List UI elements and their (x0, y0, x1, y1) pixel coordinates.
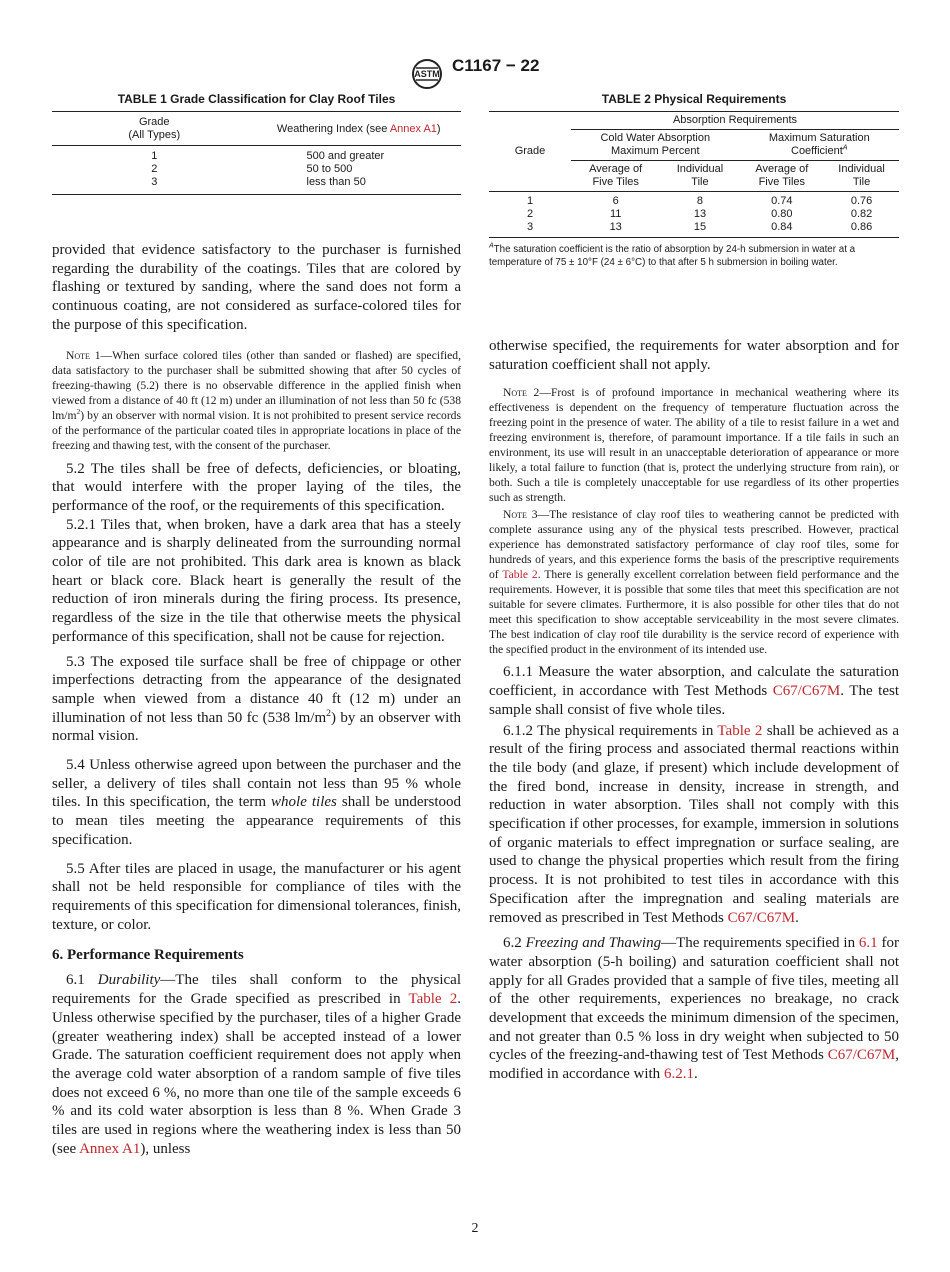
table1-caption: TABLE 1 Grade Classification for Clay Roof Tiles (117, 92, 396, 106)
table-2-link[interactable]: Table 2 (408, 991, 458, 1008)
paragraph-intro: provided that evidence satisfactory to the purchaser is furnished regarding the durability of the coatings. Tiles that are colored by flashing or textured by sanding, where the sand does not form a continuous coating, are not considered as surface-colored tiles for the purpose of this specification. (52, 242, 461, 333)
table-row: 2 50 to 500 (151, 163, 353, 175)
table-row: 1 500 and greater (151, 150, 385, 162)
note-2: Note 2—Frost is of profound importance in mechanical weathering where its effectiveness is dependent on the frequency of temperature fluctuation across the freezing point in the presence of water. The ability of a tile to resist failure in a wet and freezing environment is, therefore, of paramount importance. If a tile fails in such an environment, its use will result in an unacceptable deterioration of appearance or more likely, a total failure to function (that is, protect the underlying structure from rain), or both. Such a tile is completely unacceptable for use regardless of its other properties such as strength. (489, 386, 899, 505)
page-number: 2 (471, 1221, 479, 1236)
table2-col-header: Individual Tile (660, 161, 739, 192)
paragraph-continued: otherwise specified, the requirements for water absorption and for saturation coefficient shall not apply. (489, 338, 899, 373)
document-designation: C1167 − 22 (452, 56, 540, 75)
table2-caption: TABLE 2 Physical Requirements (601, 92, 787, 106)
annex-a1-link[interactable]: Annex A1 (79, 1140, 141, 1157)
table-2-link[interactable]: Table 2 (502, 568, 538, 582)
table1-header-grade: Grade (All Types) (128, 116, 181, 141)
table-row: 3 less than 50 (151, 176, 366, 188)
c67-link[interactable]: C67/C67M (727, 909, 796, 926)
table2-header-cold-water: Cold Water Absorption Maximum Percent (571, 130, 740, 161)
section-5-4: 5.4 Unless otherwise agreed upon between the purchaser and the seller, a delivery of tiles shall contain not less than 95 % whole tiles. In this specification, the term whole tiles shall be understood to mean tiles meeting the appearance requirements of this specification. (52, 757, 461, 848)
right-column (489, 92, 899, 1084)
section-5-5: 5.5 After tiles are placed in usage, the manufacturer or his agent shall not be held responsible for compliance of tiles with the requirements of this specification for dimensional tolerances, finish, texture, or color. (52, 860, 461, 933)
section-6-2: 6.2 Freezing and Thawing—The requirements specified in 6.1 for water absorption (5-h boiling) and saturation coefficient shall not apply for all Grades provided that a sample of five tiles, meeting all of the other requirements, experiences no breakage, no crack development that exceeds the minimum dimension of the specimen, and not greater than 0.5 % loss in dry weight when subjected to 50 cycles of the freezing-and-thawing test of Test Methods C67/C67M, modified in accordance with 6.2.1. (489, 935, 900, 1083)
table2-col-header: Average of Five Tiles (740, 161, 825, 192)
grade-classification-table (52, 111, 461, 195)
table1-header-index: Weathering Index (see Annex A1) (276, 122, 441, 135)
table2-header-grade: Grade (514, 145, 546, 157)
table2-header-saturation: Maximum Saturation Coefficient$^A$ (740, 130, 899, 161)
note-1: Note 1—When surface colored tiles (other than sanded or flashed) are specified, data satisfactory to the purchaser shall be submitted showing that after 50 cycles of freezing-thawing (5.2) there is no observable difference in the applied finish when viewed from a distance of 40 ft (12 m) under an illumination of not less than 50 fc (538 $lm/m^2$) by an observer with normal vision. It is not prohibited to present service records of the performance of the particular coated tiles in appropriate locations in place of the freezing and thawing test, with the consent of the purchaser. (52, 348, 461, 452)
section-5-2: 5.2 The tiles shall be free of defects, deficiencies, or bloating, that would interfere with the proper laying of the tiles, the performance of the roof, or the requirements of this specification. (52, 460, 461, 514)
table-row: 2 11 13 0.80 0.82 (526, 208, 873, 220)
c67-link[interactable]: C67/C67M (827, 1047, 896, 1064)
section-6-1-link[interactable]: 6.1 (858, 935, 878, 952)
section-6-2-1-link[interactable]: 6.2.1 (663, 1066, 694, 1083)
physical-requirements-table (489, 111, 899, 238)
table-row: 3 13 15 0.84 0.86 (526, 221, 873, 233)
left-column (52, 92, 461, 1158)
table2-col-header: Average of Five Tiles (571, 161, 660, 192)
table-2-link[interactable]: Table 2 (717, 722, 763, 739)
table2-header-group: Absorption Requirements (571, 112, 899, 130)
astm-logo-icon (407, 58, 447, 90)
annex-a1-link[interactable]: Annex A1 (389, 122, 437, 135)
section-6-1-2: 6.1.2 The physical requirements in Table 2 shall be achieved as a result of the firing process and associated thermal reactions within the tile body (and glaze, if present) which include development of the fired bond, increase in density, increase in strength, and reduction in water absorption. Tiles shall not comply with this specification if other processes, for example, immersion in solutions of organic materials to effect impregnation or surface sealing, are used to change the physical properties which result from the firing process. It is not prohibited to test tiles in accordance with this Specification after the impregnation and sealing materials are removed as prescribed in Test Methods C67/C67M. (489, 722, 899, 926)
table-row: 1 6 8 0.74 0.76 (526, 195, 873, 207)
section-6-1-1: 6.1.1 Measure the water absorption, and calculate the saturation coefficient, in accordance with Test Methods C67/C67M. The test sample shall consist of five whole tiles. (489, 664, 899, 718)
svg-text:ASTM: ASTM (414, 69, 440, 79)
section-5-3: 5.3 The exposed tile surface shall be free of chippage or other imperfections detracting from the appearance of the designated sample when viewed from a distance 40 ft (12 m) under an illumination of not less than 50 fc (538 $lm/m^2$) by an observer with normal vision. (52, 653, 461, 745)
table2-footnote: $^A$The saturation coefficient is the ratio of absorption by 24-h submersion in water at a temperature of 75 ± 10°F (24 ± 6°C) to that after 5 h submersion in boiling water. (489, 242, 856, 268)
section-5-2-1: 5.2.1 Tiles that, when broken, have a dark area that has a steely appearance and is sharply delineated from the surrounding normal color of tile are not prohibited. This dark area is known as black heart or black core. Black heart is generally the result of the reduction of iron minerals during the firing process. Its presence, regardless of the size in the tile that otherwise meets the physical performance of this specification, shall not be cause for rejection. (52, 516, 461, 645)
section-6-1: 6.1 Durability—The tiles shall conform to the physical requirements for the Grade specified as prescribed in Table 2. Unless otherwise specified by the purchaser, tiles of a higher Grade (greater weathering index) shall be accepted instead of a lower Grade. The saturation coefficient requirement does not apply when the average cold water absorption of a random sample of five tiles does not exceed 6 %, no more than one tile of the sample exceeds 6 % and its cold water absorption is less than 8 %. When Grade 3 tiles are used in regions where the weathering index is less than 50 (see Annex A1), unless (52, 972, 461, 1157)
section-6-heading: 6. Performance Requirements (52, 947, 244, 964)
note-3: Note 3—The resistance of clay roof tiles to weathering cannot be predicted with complete assurance using any of the physical tests prescribed. However, practical experience has demonstrated satisfactory performance of clay roof tiles, some for hundreds of years, and this experience forms the basis of the prescriptive requirements of Table 2. There is generally excellent correlation between field performance and the requirements. However, it is possible that some tiles that meet this specification are not suitable for severe climates. Furthermore, it is also possible for other tiles that do not meet this specification to show acceptable serviceability in the most severe climates. The best indication of clay roof tile durability is the service record of experience with the specified product in the environment of its intended use. (489, 508, 899, 657)
c67-link[interactable]: C67/C67M (772, 683, 841, 700)
table2-col-header: Individual Tile (824, 161, 899, 192)
